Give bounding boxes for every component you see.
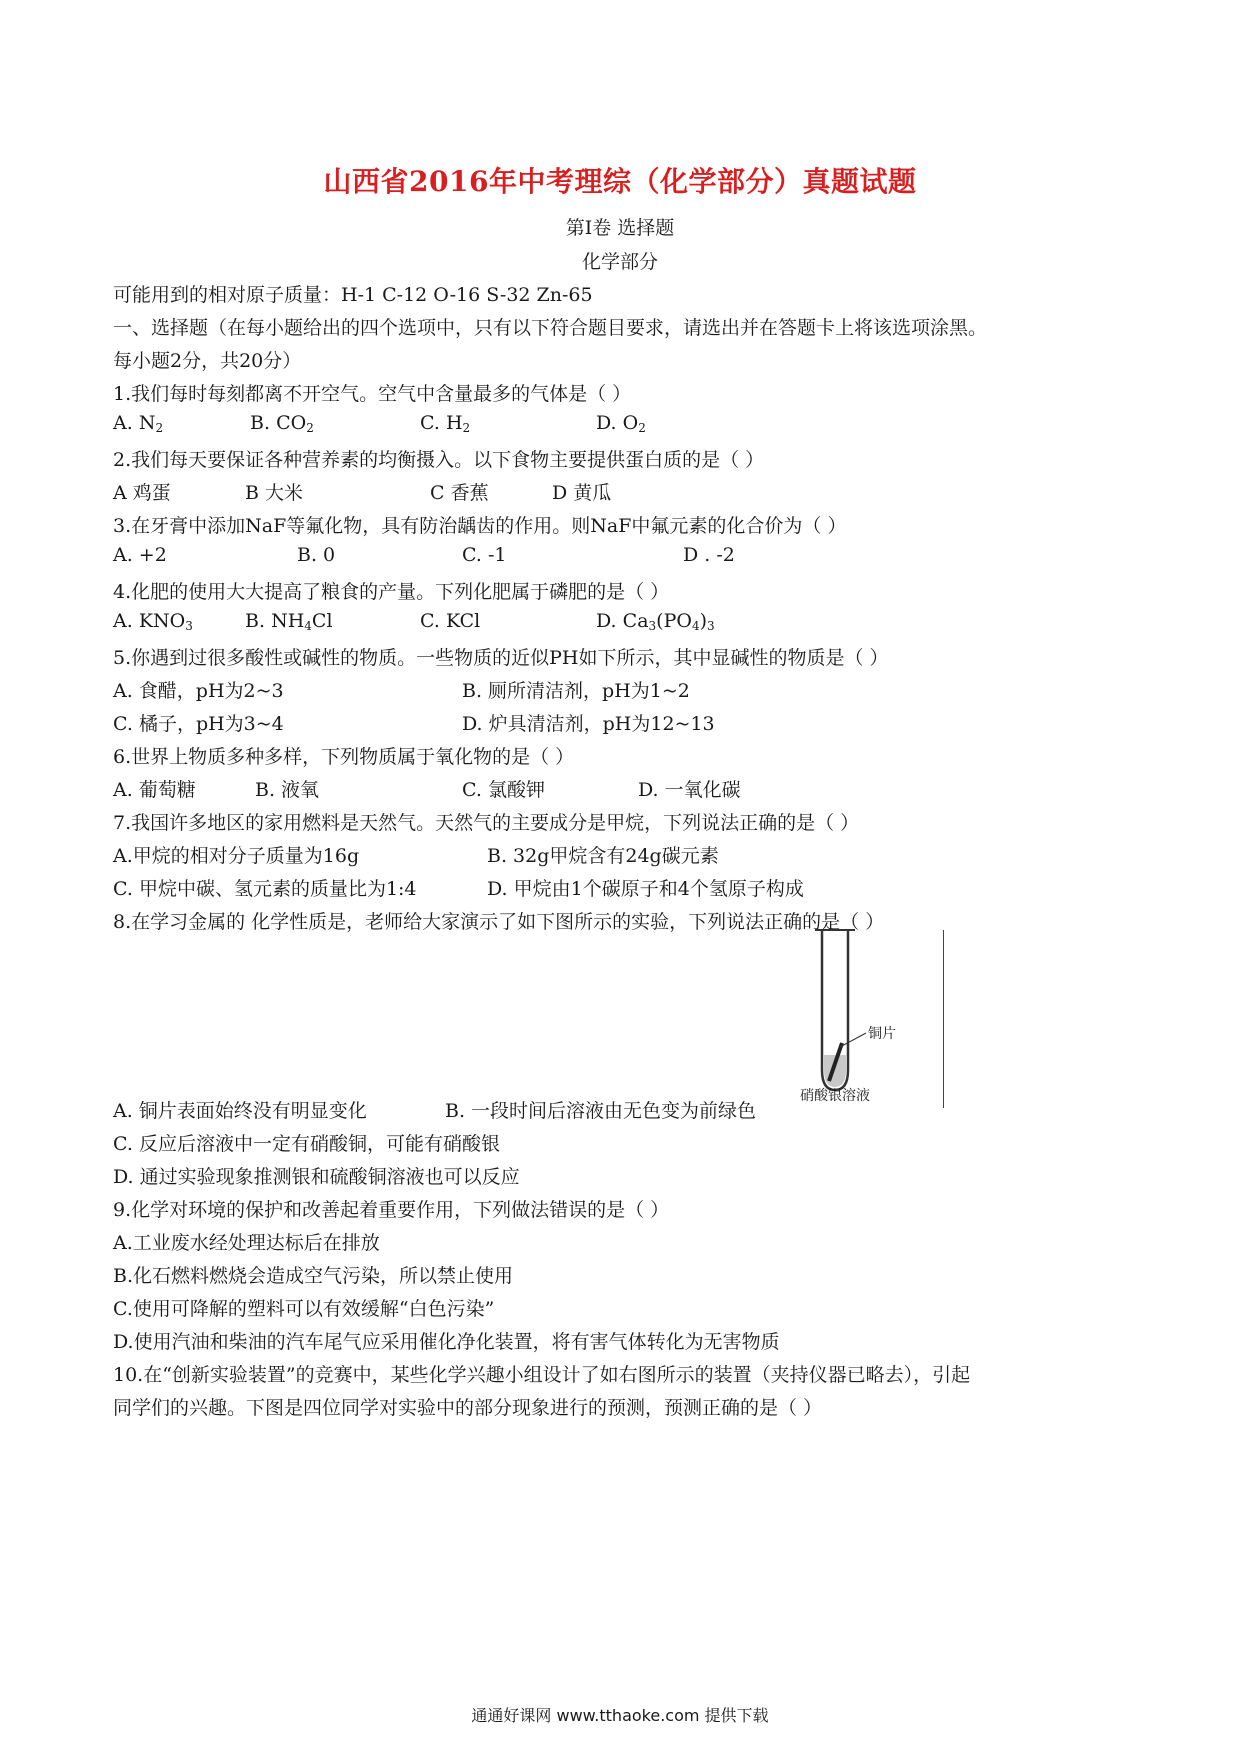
- figure-divider: [943, 930, 944, 1108]
- q3-option-d: D . -2: [683, 544, 735, 566]
- q3-option-b: B. 0: [297, 544, 336, 566]
- test-tube-figure: [800, 925, 960, 1105]
- q7-option-c: C. 甲烷中碳、氢元素的质量比为1:4: [113, 878, 417, 900]
- q9-option-c: C.使用可降解的塑料可以有效缓解“白色污染”: [113, 1298, 495, 1320]
- q7-option-a: A.甲烷的相对分子质量为16g: [113, 845, 360, 867]
- q5-option-a: A. 食醋，pH为2~3: [113, 680, 284, 702]
- test-tube-illustration: [800, 925, 960, 1105]
- q6-option-d: D. 一氧化碳: [638, 779, 741, 801]
- question-10-stem: 10.在“创新实验装置”的竞赛中，某些化学兴趣小组设计了如右图所示的装置（夹持仪器已略去），引起: [113, 1364, 971, 1386]
- q2-option-c: C 香蕉: [430, 482, 489, 504]
- section-heading: 第Ⅰ卷 选择题: [565, 217, 675, 239]
- q6-option-a: A. 葡萄糖: [113, 779, 196, 801]
- atomic-mass-line: 可能用到的相对原子质量：H-1 C-12 O-16 S-32 Zn-65: [113, 284, 593, 306]
- q8-option-a: A. 铜片表面始终没有明显变化: [113, 1100, 367, 1122]
- copper-label: 铜片: [868, 1026, 896, 1042]
- page-footer: 通通好课网 www.tthaoke.com 提供下载: [471, 1706, 769, 1725]
- q9-option-d: D.使用汽油和柴油的汽车尾气应采用催化净化装置，将有害气体转化为无害物质: [113, 1331, 780, 1353]
- q8-option-d: D. 通过实验现象推测银和硫酸铜溶液也可以反应: [113, 1166, 520, 1188]
- question-9-stem: 9.化学对环境的保护和改善起着重要作用，下列做法错误的是（ ）: [113, 1199, 670, 1221]
- q5-option-b: B. 厕所清洁剂，pH为1~2: [462, 680, 690, 702]
- question-8-stem: 8.在学习金属的 化学性质是，老师给大家演示了如下图所示的实验，下列说法正确的是（ ）: [113, 911, 885, 933]
- question-4-stem: 4.化肥的使用大大提高了粮食的产量。下列化肥属于磷肥的是（ ）: [113, 581, 670, 603]
- q6-option-b: B. 液氧: [255, 779, 320, 801]
- q4-option-a: A. $KNO_3$: [113, 610, 193, 633]
- q8-option-b: B. 一段时间后溶液由无色变为前绿色: [445, 1100, 757, 1122]
- subsection-heading: 化学部分: [581, 251, 658, 273]
- q5-option-d: D. 炉具清洁剂，pH为12~13: [462, 713, 715, 735]
- question-7-stem: 7.我国许多地区的家用燃料是天然气。天然气的主要成分是甲烷，下列说法正确的是（ ）: [113, 812, 860, 834]
- question-3-stem: 3.在牙膏中添加NaF等氟化物，具有防治龋齿的作用。则NaF中氟元素的化合价为（ ）: [113, 515, 847, 537]
- instructions-line-1: 一、选择题（在每小题给出的四个选项中，只有以下符合题目要求，请选出并在答题卡上将该选项涂黑。: [113, 317, 988, 339]
- q9-option-a: A.工业废水经处理达标后在排放: [113, 1232, 380, 1254]
- q4-option-c: C. KCl: [420, 610, 481, 632]
- q4-option-b: B. $NH_4Cl$: [245, 610, 333, 633]
- q1-option-b: B. $CO_2$: [250, 412, 314, 435]
- instructions-line-2: 每小题2分，共20分）: [113, 350, 302, 372]
- q2-option-a: A 鸡蛋: [113, 482, 171, 504]
- q5-option-c: C. 橘子，pH为3~4: [113, 713, 284, 735]
- q1-option-c: C. $H_2$: [420, 412, 471, 435]
- q2-option-b: B 大米: [245, 482, 304, 504]
- q3-option-c: C. -1: [462, 544, 507, 566]
- q2-option-d: D 黄瓜: [552, 482, 612, 504]
- q9-option-b: B.化石燃料燃烧会造成空气污染，所以禁止使用: [113, 1265, 514, 1287]
- q6-option-c: C. 氯酸钾: [462, 779, 545, 801]
- q3-option-a: A. +2: [113, 544, 167, 566]
- question-1-stem: 1.我们每时每刻都离不开空气。空气中含量最多的气体是（ ）: [113, 383, 632, 405]
- question-10-stem-cont: 同学们的兴趣。下图是四位同学对实验中的部分现象进行的预测，预测正确的是（ ）: [113, 1397, 823, 1419]
- q4-option-d: D. $Ca_3(PO_4)_3$: [596, 610, 715, 633]
- question-2-stem: 2.我们每天要保证各种营养素的均衡摄入。以下食物主要提供蛋白质的是（ ）: [113, 449, 765, 471]
- solution-label: 硝酸银溶液: [800, 1088, 870, 1104]
- exam-title: 山西省2016年中考理综（化学部分）真题试题: [323, 165, 917, 198]
- q7-option-d: D. 甲烷由1个碳原子和4个氢原子构成: [487, 878, 804, 900]
- question-5-stem: 5.你遇到过很多酸性或碱性的物质。一些物质的近似PH如下所示，其中显碱性的物质是（ ）: [113, 647, 889, 669]
- q7-option-b: B. 32g甲烷含有24g碳元素: [487, 845, 719, 867]
- q1-option-a: A. $N_2$: [113, 412, 164, 435]
- q1-option-d: D. $O_2$: [596, 412, 646, 435]
- question-6-stem: 6.世界上物质多种多样，下列物质属于氧化物的是（ ）: [113, 746, 575, 768]
- q8-option-c: C. 反应后溶液中一定有硝酸铜，可能有硝酸银: [113, 1133, 500, 1155]
